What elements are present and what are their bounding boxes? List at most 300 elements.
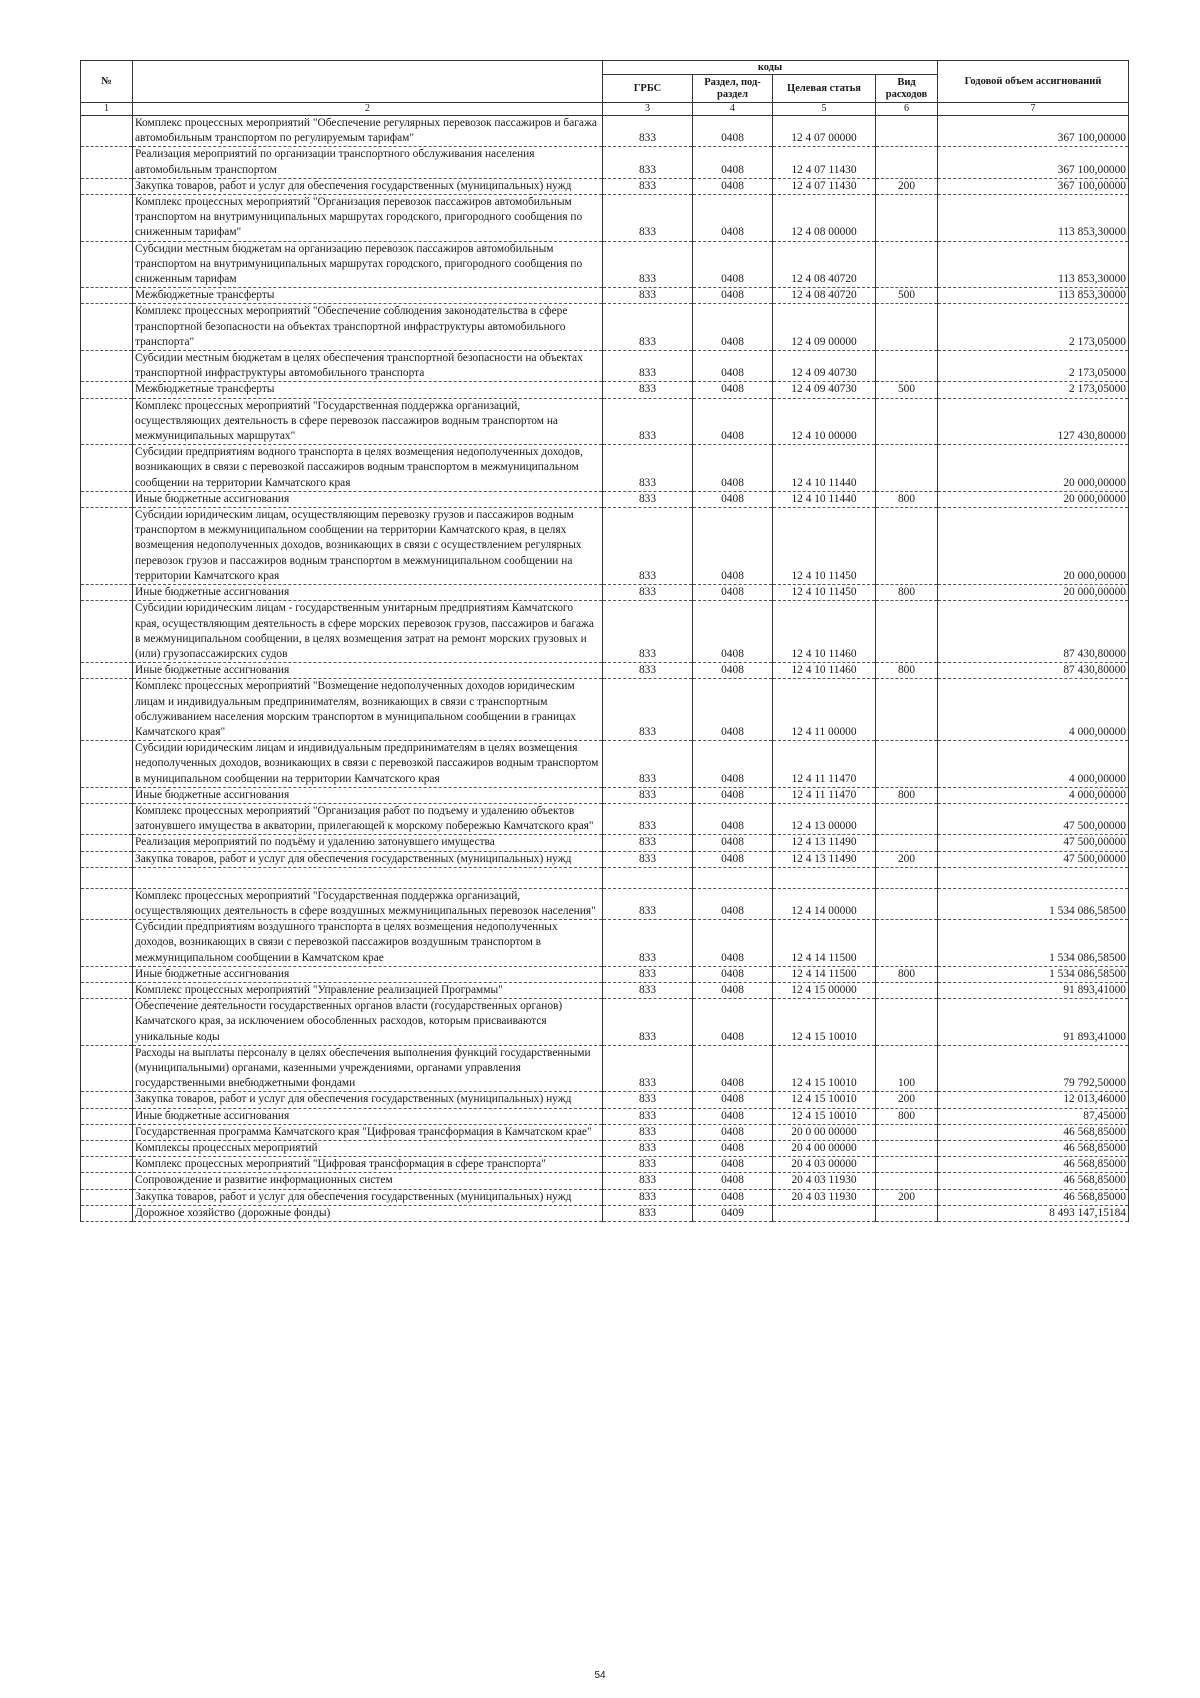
grbs-cell: 833 [603,491,693,507]
section-cell: 0408 [693,835,773,851]
section-cell: 0408 [693,1173,773,1189]
spacer-cell [133,867,603,888]
table-row [81,508,1129,585]
num-cell [81,851,133,867]
header-idx-3: 3 [603,103,693,116]
name-cell: Иные бюджетные ассигнования [133,585,603,601]
amount-cell: 87,45000 [938,1108,1129,1124]
name-cell: Субсидии юридическим лицам и индивидуальным предпринимателям в целях возмещения недополученных доходов, возникающих в связи с перевозкой пассажиров водным транспортом в муниципальном сообщении на территории Камчатского края [133,741,603,788]
header-grbs: ГРБС [603,75,693,103]
section-cell: 0408 [693,288,773,304]
grbs-cell: 833 [603,1173,693,1189]
target-cell: 12 4 08 40720 [773,288,876,304]
table-body [81,116,1129,1222]
section-cell: 0408 [693,851,773,867]
section-cell: 0408 [693,585,773,601]
type-cell: 800 [876,1108,938,1124]
amount-cell: 47 500,00000 [938,803,1129,834]
num-cell [81,982,133,998]
target-cell: 12 4 10 11460 [773,663,876,679]
header-num: № [81,61,133,103]
spacer-cell [81,867,133,888]
name-cell: Иные бюджетные ассигнования [133,491,603,507]
table-row [81,116,1129,147]
amount-cell: 127 430,80000 [938,398,1129,445]
table-row [81,398,1129,445]
num-cell [81,787,133,803]
target-cell: 12 4 15 10010 [773,1092,876,1108]
amount-cell: 1 534 086,58500 [938,966,1129,982]
grbs-cell: 833 [603,147,693,178]
num-cell [81,1124,133,1140]
name-cell: Иные бюджетные ассигнования [133,787,603,803]
name-cell: Закупка товаров, работ и услуг для обеспечения государственных (муниципальных) нужд [133,1092,603,1108]
section-cell: 0408 [693,888,773,919]
num-cell [81,1157,133,1173]
grbs-cell: 833 [603,679,693,741]
section-cell: 0408 [693,195,773,242]
target-cell: 12 4 14 00000 [773,888,876,919]
amount-cell: 113 853,30000 [938,241,1129,288]
num-cell [81,1045,133,1092]
target-cell: 12 4 14 11500 [773,920,876,967]
section-cell: 0408 [693,1124,773,1140]
grbs-cell: 833 [603,445,693,492]
spacer-cell [693,867,773,888]
type-cell [876,999,938,1046]
name-cell: Комплекс процессных мероприятий "Цифровая трансформация в сфере транспорта" [133,1157,603,1173]
num-cell [81,508,133,585]
type-cell: 800 [876,663,938,679]
amount-cell: 20 000,00000 [938,508,1129,585]
table-row [81,803,1129,834]
target-cell: 12 4 13 00000 [773,803,876,834]
num-cell [81,741,133,788]
table-row [81,835,1129,851]
table-row [81,663,1129,679]
type-cell: 800 [876,966,938,982]
amount-cell: 367 100,00000 [938,147,1129,178]
name-cell: Дорожное хозяйство (дорожные фонды) [133,1205,603,1221]
amount-cell: 91 893,41000 [938,982,1129,998]
table-row [81,1141,1129,1157]
section-cell: 0409 [693,1205,773,1221]
target-cell: 20 0 00 00000 [773,1124,876,1140]
grbs-cell: 833 [603,787,693,803]
num-cell [81,195,133,242]
section-cell: 0408 [693,1157,773,1173]
amount-cell: 2 173,05000 [938,382,1129,398]
name-cell: Комплекс процессных мероприятий "Обеспечение регулярных перевозок пассажиров и багажа автомобильным транспортом по регулируемым тарифам" [133,116,603,147]
name-cell: Комплексы процессных мероприятий [133,1141,603,1157]
amount-cell: 20 000,00000 [938,491,1129,507]
table-row [81,679,1129,741]
section-cell: 0408 [693,1108,773,1124]
target-cell: 12 4 08 00000 [773,195,876,242]
section-cell: 0408 [693,382,773,398]
section-cell: 0408 [693,178,773,194]
num-cell [81,1189,133,1205]
section-cell: 0408 [693,241,773,288]
grbs-cell: 833 [603,803,693,834]
grbs-cell: 833 [603,1157,693,1173]
grbs-cell: 833 [603,116,693,147]
table-row [81,382,1129,398]
type-cell [876,1157,938,1173]
num-cell [81,835,133,851]
name-cell: Государственная программа Камчатского края "Цифровая трансформация в Камчатском крае" [133,1124,603,1140]
name-cell: Комплекс процессных мероприятий "Организация перевозок пассажиров автомобильным транспортом на внутримуниципальных маршрутах городского, пригородного сообщения по сниженным тарифам" [133,195,603,242]
spacer-cell [773,867,876,888]
amount-cell: 87 430,80000 [938,663,1129,679]
grbs-cell: 833 [603,382,693,398]
amount-cell: 113 853,30000 [938,195,1129,242]
name-cell: Закупка товаров, работ и услуг для обеспечения государственных (муниципальных) нужд [133,851,603,867]
section-cell: 0408 [693,1045,773,1092]
header-idx-7: 7 [938,103,1129,116]
amount-cell: 113 853,30000 [938,288,1129,304]
target-cell: 20 4 00 00000 [773,1141,876,1157]
name-cell: Комплекс процессных мероприятий "Организация работ по подъему и удалению объектов затонувшего имущества в акватории, прилегающей к морскому побережью Камчатского края" [133,803,603,834]
num-cell [81,351,133,382]
table-header [81,61,1129,116]
header-annual: Годовой объем ассигнований [938,61,1129,103]
amount-cell: 2 173,05000 [938,351,1129,382]
amount-cell: 79 792,50000 [938,1045,1129,1092]
target-cell: 12 4 07 11430 [773,178,876,194]
table-row [81,741,1129,788]
target-cell: 12 4 10 00000 [773,398,876,445]
grbs-cell: 833 [603,1141,693,1157]
amount-cell: 1 534 086,58500 [938,888,1129,919]
amount-cell: 91 893,41000 [938,999,1129,1046]
num-cell [81,1108,133,1124]
target-cell: 20 4 03 00000 [773,1157,876,1173]
grbs-cell: 833 [603,741,693,788]
type-cell [876,1124,938,1140]
num-cell [81,116,133,147]
grbs-cell: 833 [603,982,693,998]
num-cell [81,178,133,194]
name-cell: Субсидии местным бюджетам на организацию перевозок пассажиров автомобильным транспортом на внутримуниципальных маршрутах городского, пригородного сообщения по сниженным тарифам [133,241,603,288]
type-cell [876,982,938,998]
section-cell: 0408 [693,999,773,1046]
type-cell [876,888,938,919]
name-cell: Комплекс процессных мероприятий "Государственная поддержка организаций, осуществляющих деятельность в сфере перевозок пассажиров водным транспортом на межмуниципальных маршрутах" [133,398,603,445]
grbs-cell: 833 [603,351,693,382]
table-row [81,999,1129,1046]
target-cell: 12 4 15 10010 [773,1108,876,1124]
amount-cell: 46 568,85000 [938,1189,1129,1205]
target-cell: 12 4 07 00000 [773,116,876,147]
amount-cell: 4 000,00000 [938,679,1129,741]
type-cell [876,1141,938,1157]
type-cell: 800 [876,491,938,507]
section-cell: 0408 [693,1189,773,1205]
num-cell [81,803,133,834]
table-row [81,888,1129,919]
grbs-cell: 833 [603,398,693,445]
name-cell: Субсидии предприятиям воздушного транспорта в целях возмещения недополученных доходов, возникающих в связи с перевозкой пассажиров воздушным транспортом в межмуниципальном сообщении в Камчатском крае [133,920,603,967]
section-cell: 0408 [693,445,773,492]
grbs-cell: 833 [603,1092,693,1108]
budget-table [80,60,1129,1222]
table-row [81,982,1129,998]
section-cell: 0408 [693,147,773,178]
table-row [81,585,1129,601]
name-cell: Иные бюджетные ассигнования [133,663,603,679]
num-cell [81,398,133,445]
name-cell: Реализация мероприятий по организации транспортного обслуживания населения автомобильным транспортом [133,147,603,178]
grbs-cell: 833 [603,851,693,867]
amount-cell: 46 568,85000 [938,1141,1129,1157]
amount-cell: 2 173,05000 [938,304,1129,351]
type-cell: 800 [876,787,938,803]
section-cell: 0408 [693,601,773,663]
type-cell: 100 [876,1045,938,1092]
target-cell: 12 4 10 11450 [773,508,876,585]
type-cell [876,835,938,851]
name-cell: Субсидии юридическим лицам - государственным унитарным предприятиям Камчатского края, осуществляющим деятельность в сфере морских перевозок грузов, пассажиров и багажа в межмуниципальном сообщении, в целях возмещения затрат на ремонт морских грузовых и (или) грузопассажирских судов [133,601,603,663]
table-row [81,1173,1129,1189]
header-name [133,61,603,103]
target-cell: 12 4 07 11430 [773,147,876,178]
num-cell [81,241,133,288]
type-cell [876,116,938,147]
target-cell: 12 4 09 40730 [773,382,876,398]
name-cell: Комплекс процессных мероприятий "Обеспечение соблюдения законодательства в сфере транспортной безопасности на объектах транспортной инфраструктуры автомобильного транспорта" [133,304,603,351]
name-cell: Реализация мероприятий по подъёму и удалению затонувшего имущества [133,835,603,851]
name-cell: Иные бюджетные ассигнования [133,1108,603,1124]
spacer-row [81,867,1129,888]
type-cell [876,803,938,834]
table-row [81,1205,1129,1221]
grbs-cell: 833 [603,1189,693,1205]
table-row [81,851,1129,867]
table-row [81,445,1129,492]
grbs-cell: 833 [603,835,693,851]
grbs-cell: 833 [603,999,693,1046]
target-cell: 20 4 03 11930 [773,1189,876,1205]
amount-cell: 12 013,46000 [938,1092,1129,1108]
target-cell: 12 4 10 11440 [773,491,876,507]
name-cell: Межбюджетные трансферты [133,288,603,304]
target-cell: 12 4 11 11470 [773,741,876,788]
section-cell: 0408 [693,508,773,585]
type-cell [876,1173,938,1189]
num-cell [81,679,133,741]
section-cell: 0408 [693,1141,773,1157]
type-cell: 200 [876,1092,938,1108]
amount-cell: 367 100,00000 [938,178,1129,194]
name-cell: Сопровождение и развитие информационных систем [133,1173,603,1189]
target-cell: 12 4 13 11490 [773,851,876,867]
type-cell: 200 [876,851,938,867]
target-cell: 12 4 09 40730 [773,351,876,382]
name-cell: Закупка товаров, работ и услуг для обеспечения государственных (муниципальных) нужд [133,1189,603,1205]
section-cell: 0408 [693,741,773,788]
grbs-cell: 833 [603,508,693,585]
num-cell [81,1141,133,1157]
grbs-cell: 833 [603,888,693,919]
grbs-cell: 833 [603,1108,693,1124]
header-codes: коды [603,61,938,75]
table-row [81,351,1129,382]
name-cell: Субсидии предприятиям водного транспорта в целях возмещения недополученных доходов, возникающих в связи с перевозкой пассажиров водным транспортом в межмуниципальном сообщении на территории Камчатского края [133,445,603,492]
target-cell: 12 4 11 11470 [773,787,876,803]
amount-cell: 20 000,00000 [938,585,1129,601]
grbs-cell: 833 [603,663,693,679]
target-cell: 12 4 13 11490 [773,835,876,851]
section-cell: 0408 [693,398,773,445]
spacer-cell [938,867,1129,888]
target-cell: 12 4 15 10010 [773,1045,876,1092]
type-cell [876,351,938,382]
grbs-cell: 833 [603,241,693,288]
amount-cell: 46 568,85000 [938,1173,1129,1189]
amount-cell: 4 000,00000 [938,787,1129,803]
num-cell [81,288,133,304]
name-cell: Закупка товаров, работ и услуг для обеспечения государственных (муниципальных) нужд [133,178,603,194]
header-idx-1: 1 [81,103,133,116]
table-row [81,1157,1129,1173]
num-cell [81,1173,133,1189]
type-cell [876,741,938,788]
table-row [81,601,1129,663]
spacer-cell [876,867,938,888]
table-row [81,1108,1129,1124]
num-cell [81,888,133,919]
page-number: 54 [594,1670,606,1681]
type-cell [876,195,938,242]
num-cell [81,491,133,507]
amount-cell: 46 568,85000 [938,1124,1129,1140]
type-cell [876,445,938,492]
table-row [81,1189,1129,1205]
num-cell [81,585,133,601]
header-idx-5: 5 [773,103,876,116]
target-cell: 12 4 15 10010 [773,999,876,1046]
target-cell: 12 4 10 11440 [773,445,876,492]
section-cell: 0408 [693,491,773,507]
name-cell: Комплекс процессных мероприятий "Возмещение недополученных доходов юридическим лицам и индивидуальным предпринимателям, возникающих в связи с транспортным обслуживанием населения морским транспортом в муниципальном сообщении в границах Камчатского края" [133,679,603,741]
type-cell [876,679,938,741]
name-cell: Расходы на выплаты персоналу в целях обеспечения выполнения функций государственными (муниципальными) органами, казенными учреждениями, органами управления государственными внебюджетными фондами [133,1045,603,1092]
section-cell: 0408 [693,787,773,803]
amount-cell: 367 100,00000 [938,116,1129,147]
type-cell: 200 [876,178,938,194]
type-cell: 500 [876,288,938,304]
amount-cell: 4 000,00000 [938,741,1129,788]
table-row [81,966,1129,982]
name-cell: Субсидии местным бюджетам в целях обеспечения транспортной безопасности на объектах транспортной инфраструктуры автомобильного транспорта [133,351,603,382]
type-cell [876,304,938,351]
header-idx-4: 4 [693,103,773,116]
type-cell [876,920,938,967]
table-row [81,1124,1129,1140]
num-cell [81,1092,133,1108]
table-row [81,491,1129,507]
target-cell: 12 4 09 00000 [773,304,876,351]
section-cell: 0408 [693,982,773,998]
name-cell: Иные бюджетные ассигнования [133,966,603,982]
amount-cell: 47 500,00000 [938,835,1129,851]
amount-cell: 47 500,00000 [938,851,1129,867]
section-cell: 0408 [693,803,773,834]
grbs-cell: 833 [603,1205,693,1221]
amount-cell: 8 493 147,15184 [938,1205,1129,1221]
section-cell: 0408 [693,304,773,351]
target-cell: 12 4 10 11460 [773,601,876,663]
name-cell: Обеспечение деятельности государственных органов власти (государственных органов) Камчатского края, за исключением обособленных расходов, которым присваиваются уникальные коды [133,999,603,1046]
num-cell [81,966,133,982]
table-row [81,787,1129,803]
grbs-cell: 833 [603,966,693,982]
target-cell: 20 4 03 11930 [773,1173,876,1189]
amount-cell: 20 000,00000 [938,445,1129,492]
section-cell: 0408 [693,351,773,382]
grbs-cell: 833 [603,585,693,601]
num-cell [81,382,133,398]
grbs-cell: 833 [603,195,693,242]
table-row [81,1092,1129,1108]
type-cell: 500 [876,382,938,398]
section-cell: 0408 [693,663,773,679]
num-cell [81,663,133,679]
type-cell [876,241,938,288]
section-cell: 0408 [693,966,773,982]
section-cell: 0408 [693,920,773,967]
num-cell [81,601,133,663]
grbs-cell: 833 [603,1124,693,1140]
num-cell [81,999,133,1046]
type-cell: 800 [876,585,938,601]
budget-sheet [80,60,1128,1222]
type-cell: 200 [876,1189,938,1205]
num-cell [81,445,133,492]
num-cell [81,304,133,351]
grbs-cell: 833 [603,304,693,351]
type-cell [876,601,938,663]
table-row [81,195,1129,242]
target-cell [773,1205,876,1221]
amount-cell: 87 430,80000 [938,601,1129,663]
type-cell [876,508,938,585]
target-cell: 12 4 10 11450 [773,585,876,601]
table-row [81,241,1129,288]
grbs-cell: 833 [603,178,693,194]
section-cell: 0408 [693,1092,773,1108]
target-cell: 12 4 14 11500 [773,966,876,982]
num-cell [81,920,133,967]
header-idx-2: 2 [133,103,603,116]
name-cell: Субсидии юридическим лицам, осуществляющим перевозку грузов и пассажиров водным транспортом в межмуниципальном сообщении на территории Камчатского края, в целях возмещения недополученных доходов, возникающих в связи с осуществлением регулярных перевозок грузов и пассажиров водным транспортом в межмуниципальном сообщении на территории Камчатского края [133,508,603,585]
header-idx-6: 6 [876,103,938,116]
target-cell: 12 4 15 00000 [773,982,876,998]
grbs-cell: 833 [603,601,693,663]
grbs-cell: 833 [603,920,693,967]
name-cell: Комплекс процессных мероприятий "Государственная поддержка организаций, осуществляющих деятельность в сфере воздушных межмуниципальных перевозок населения" [133,888,603,919]
header-type: Вид расходов [876,75,938,103]
grbs-cell: 833 [603,288,693,304]
type-cell [876,1205,938,1221]
amount-cell: 1 534 086,58500 [938,920,1129,967]
table-row [81,304,1129,351]
num-cell [81,1205,133,1221]
header-target: Целевая статья [773,75,876,103]
section-cell: 0408 [693,116,773,147]
table-row [81,178,1129,194]
